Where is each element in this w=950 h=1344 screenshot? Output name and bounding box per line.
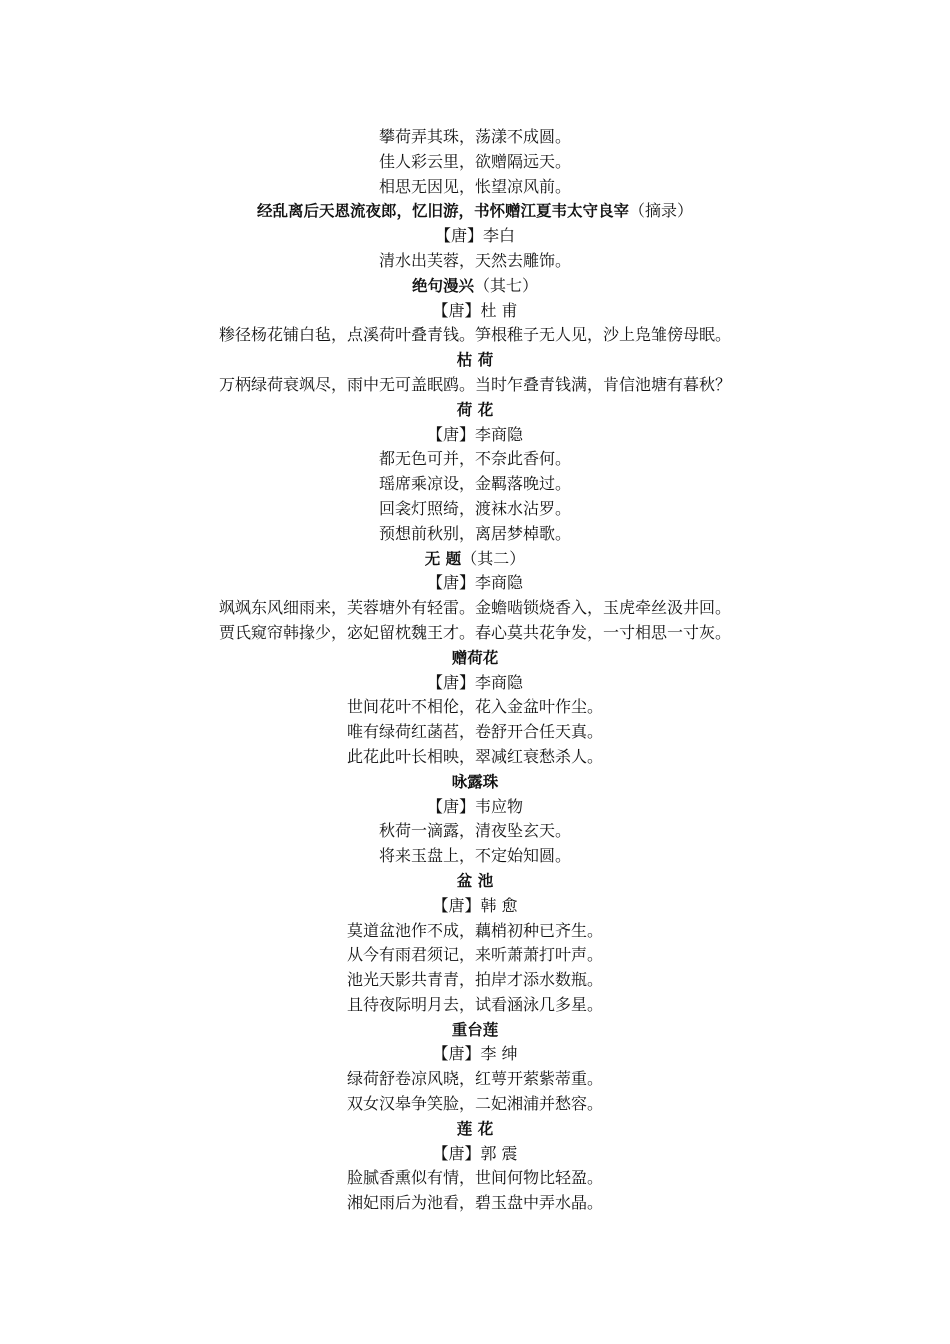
poem-line: 脸腻香熏似有情，世间何物比轻盈。 xyxy=(346,1168,603,1188)
poem-line: 将来玉盘上，不定始知圆。 xyxy=(378,846,571,866)
poem-title: 经乱离后天恩流夜郎，忆旧游，书怀赠江夏韦太守良宰 xyxy=(256,202,629,221)
poem-author: 【唐】李商隐 xyxy=(426,424,523,444)
poem-line: 都无色可并，不奈此香何。 xyxy=(378,449,571,469)
poem-line: 莫道盆池作不成，藕梢初种已齐生。 xyxy=(346,920,603,940)
poem-author: 【唐】韦应物 xyxy=(426,796,523,816)
poem-line: 糁径杨花铺白毡，点溪荷叶叠青钱。笋根稚子无人见，沙上凫雏傍母眠。 xyxy=(218,325,731,345)
poem-title: 盆 池 xyxy=(456,871,494,890)
poem-line: 贾氏窥帘韩掾少，宓妃留枕魏王才。春心莫共花争发，一寸相思一寸灰。 xyxy=(218,622,731,642)
poem-title: 赠荷花 xyxy=(451,648,499,667)
poem-author: 【唐】杜 甫 xyxy=(432,300,518,320)
poem-line: 相思无因见，怅望凉风前。 xyxy=(378,176,571,196)
poem-line: 且待夜际明月去，试看涵泳几多星。 xyxy=(346,994,603,1014)
poem-line: 清水出芙蓉，天然去雕饰。 xyxy=(378,250,571,270)
poem-title: 枯 荷 xyxy=(456,351,494,370)
poem-title-row xyxy=(0,274,950,299)
poem-author: 【唐】韩 愈 xyxy=(432,895,518,915)
poem-title: 无 题 xyxy=(424,549,462,568)
poem-title-row xyxy=(0,547,950,572)
poem-title-note: （其七） xyxy=(474,275,539,295)
poem-title-row xyxy=(0,199,950,224)
poem-title: 绝句漫兴 xyxy=(411,276,474,295)
poem-line: 此花此叶长相映，翠减红衰愁杀人。 xyxy=(346,746,603,766)
poem-author: 【唐】李商隐 xyxy=(426,573,523,593)
poem-title: 咏露珠 xyxy=(451,772,499,791)
poem-author: 【唐】郭 震 xyxy=(432,1143,518,1163)
poem-document xyxy=(0,125,950,1216)
poem-title: 重台莲 xyxy=(451,1020,499,1039)
poem-line: 佳人彩云里，欲赠隔远天。 xyxy=(378,151,571,171)
poem-title-note: （其二） xyxy=(461,548,526,568)
poem-line: 预想前秋别，离居梦棹歌。 xyxy=(378,523,571,543)
poem-line: 攀荷弄其珠，荡漾不成圆。 xyxy=(378,127,571,146)
poem-line: 池光天影共青青，拍岸才添水数瓶。 xyxy=(346,970,603,990)
poem-author: 【唐】李商隐 xyxy=(426,672,523,692)
poem-line: 湘妃雨后为池看，碧玉盘中弄水晶。 xyxy=(346,1193,603,1213)
poem-title-note: （摘录） xyxy=(629,201,694,221)
poem-line: 万柄绿荷衰飒尽，雨中无可盖眠鸥。当时乍叠青钱满，肯信池塘有暮秋？ xyxy=(218,374,731,394)
poem-line: 飒飒东风细雨来，芙蓉塘外有轻雷。金蟾啮锁烧香入，玉虎牵丝汲井回。 xyxy=(218,598,731,618)
poem-line: 绿荷舒卷凉风晓，红萼开萦紫蒂重。 xyxy=(346,1069,603,1089)
poem-author: 【唐】李 绅 xyxy=(432,1044,518,1064)
poem-line: 唯有绿荷红菡萏，卷舒开合任天真。 xyxy=(346,722,603,742)
poem-line: 双女汉皋争笑脸，二妃湘浦并愁容。 xyxy=(346,1094,603,1114)
poem-title: 莲 花 xyxy=(456,1119,494,1138)
poem-line: 世间花叶不相伦，花入金盆叶作尘。 xyxy=(346,697,603,717)
poem-line: 回衾灯照绮，渡袜水沾罗。 xyxy=(378,498,571,518)
poem-title: 荷 花 xyxy=(456,400,494,419)
poem-line: 瑶席乘凉设，金羁落晚过。 xyxy=(378,474,571,494)
poem-line: 从今有雨君须记，来听萧萧打叶声。 xyxy=(346,945,603,965)
poem-author: 【唐】李白 xyxy=(434,226,515,246)
poem-line: 秋荷一滴露，清夜坠玄天。 xyxy=(378,821,571,841)
